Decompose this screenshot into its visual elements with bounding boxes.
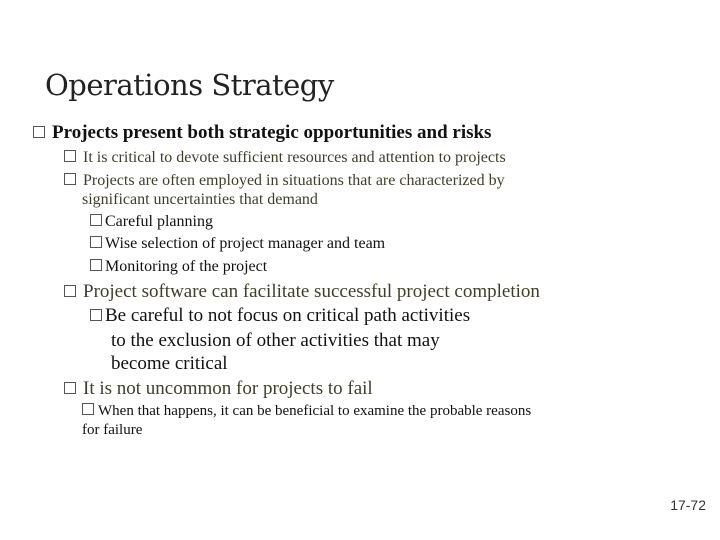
- bullet-level1: [33, 122, 491, 144]
- bullet-level3: [90, 213, 213, 231]
- bullet-level3: [82, 403, 531, 420]
- square-bullet-icon: [33, 126, 45, 138]
- bullet-text: Projects are often employed in situations that are characterized by: [83, 172, 505, 189]
- bullet-continuation: significant uncertainties that demand: [82, 191, 318, 208]
- square-bullet-icon: [82, 403, 94, 415]
- bullet-continuation: for failure: [82, 422, 143, 438]
- bullet-text: It is critical to devote sufficient resources and attention to projects: [83, 149, 506, 166]
- square-bullet-icon: [90, 309, 102, 321]
- square-bullet-icon: [64, 173, 76, 185]
- bullet-text: Project software can facilitate successful project completion: [83, 281, 540, 302]
- bullet-level2: [64, 149, 506, 167]
- bullet-text: Monitoring of the project: [105, 258, 268, 275]
- bullet-level2: [64, 172, 505, 190]
- square-bullet-icon: [64, 285, 76, 297]
- bullet-text: Wise selection of project manager and team: [105, 235, 386, 252]
- bullet-text: It is not uncommon for projects to fail: [83, 378, 373, 399]
- square-bullet-icon: [64, 150, 76, 162]
- bullet-text: Projects present both strategic opportunities and risks: [52, 122, 492, 143]
- bullet-level3: [90, 305, 470, 327]
- bullet-continuation: become critical: [111, 353, 228, 374]
- page-number: 17-72: [670, 497, 706, 513]
- bullet-level2: [64, 378, 373, 400]
- bullet-level3: [90, 258, 267, 276]
- bullet-continuation: to the exclusion of other activities that may: [111, 330, 440, 351]
- bullet-level2: [64, 281, 540, 303]
- slide-title: Operations Strategy: [45, 68, 334, 102]
- square-bullet-icon: [90, 236, 102, 248]
- square-bullet-icon: [64, 382, 76, 394]
- bullet-level3: [90, 235, 385, 253]
- square-bullet-icon: [90, 259, 102, 271]
- bullet-text: When that happens, it can be beneficial to examine the probable reasons: [98, 403, 532, 419]
- bullet-text: Careful planning: [105, 213, 213, 230]
- square-bullet-icon: [90, 214, 102, 226]
- bullet-text: Be careful to not focus on critical path activities: [105, 305, 471, 326]
